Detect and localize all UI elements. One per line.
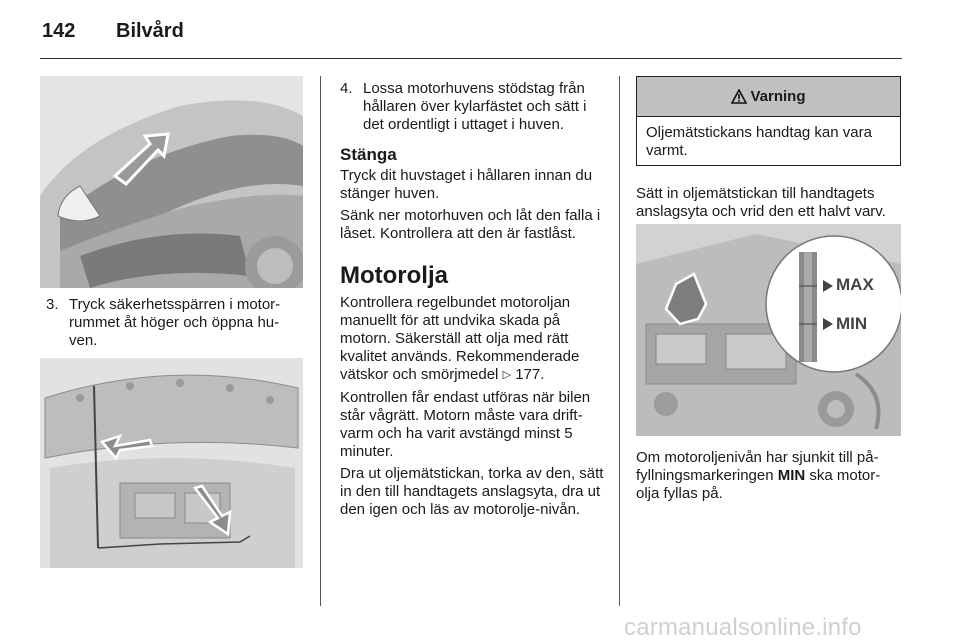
oil-level-paragraph xyxy=(636,449,902,503)
oil-level-text-after: ska motor-olja fyllas på. xyxy=(636,467,881,502)
step-4-text: Lossa motorhuvens stödstag från hållaren över kylarfästet och sätt i det ordentligt i uttaget i huven. xyxy=(363,80,587,133)
motorolja-paragraph-1-text: Kontrollera regelbundet motoroljan manuellt för att undvika skada på motorn. Säkerställ att olja med rätt kvalitet används. Rekommenderade vätskor och smörjmedel xyxy=(340,294,580,383)
warning-header xyxy=(637,77,900,117)
column-divider-left xyxy=(320,76,321,606)
step-3-number: 3. xyxy=(46,296,59,313)
warning-title: Varning xyxy=(750,88,806,105)
footer-watermark: carmanualsonline.info xyxy=(624,614,862,641)
reference-arrow-icon: ▷ xyxy=(502,369,512,381)
step-3 xyxy=(46,296,302,350)
step-4 xyxy=(340,80,604,134)
dipstick-illustration xyxy=(636,224,901,436)
oil-level-text-before: Om motoroljenivån har sjunkit till på-fyllningsmarkeringen xyxy=(636,449,879,484)
step-3-text: Tryck säkerhetsspärren i motor-rummet åt höger och öppna hu-ven. xyxy=(69,296,281,349)
header-rule xyxy=(40,58,902,59)
hood-latch-illustration xyxy=(40,76,303,288)
dipstick-min-label: MIN xyxy=(836,314,868,333)
motorolja-ref-page: 177. xyxy=(515,366,545,383)
motorolja-paragraph-3: Dra ut oljemätstickan, torka av den, sätt in den till handtagets anslagsyta, dra ut den igen och läs av motorolje-nivån. xyxy=(340,465,604,518)
hood-strut-illustration xyxy=(40,358,303,568)
dipstick-insert-paragraph: Sätt in oljemätstickan till handtagets anslagsyta och vrid den ett halvt varv. xyxy=(636,185,886,220)
stanga-paragraph-1: Tryck dit huvstaget i hållaren innan du stänger huven. xyxy=(340,167,593,202)
step-4-number: 4. xyxy=(340,80,353,97)
stanga-paragraph-2: Sänk ner motorhuven och låt den falla i låset. Kontrollera att den är fastlåst. xyxy=(340,207,601,242)
warning-triangle-icon xyxy=(731,89,747,104)
stanga-heading: Stänga xyxy=(340,145,397,164)
page-number: 142 xyxy=(42,20,76,42)
min-marking: MIN xyxy=(777,467,806,484)
motorolja-paragraph-2: Kontrollen får endast utföras när bilen står vågrätt. Motorn måste vara drift-varm och ha varit avstängd minst 5 minuter. xyxy=(340,389,591,460)
column-divider-right xyxy=(619,76,620,606)
warning-box xyxy=(636,76,901,166)
motorolja-paragraph-1 xyxy=(340,294,605,384)
page-title: Bilvård xyxy=(116,20,184,42)
warning-text: Oljemätstickans handtag kan vara varmt. xyxy=(646,124,872,159)
dipstick-max-label: MAX xyxy=(836,275,874,294)
motorolja-heading: Motorolja xyxy=(340,262,448,289)
